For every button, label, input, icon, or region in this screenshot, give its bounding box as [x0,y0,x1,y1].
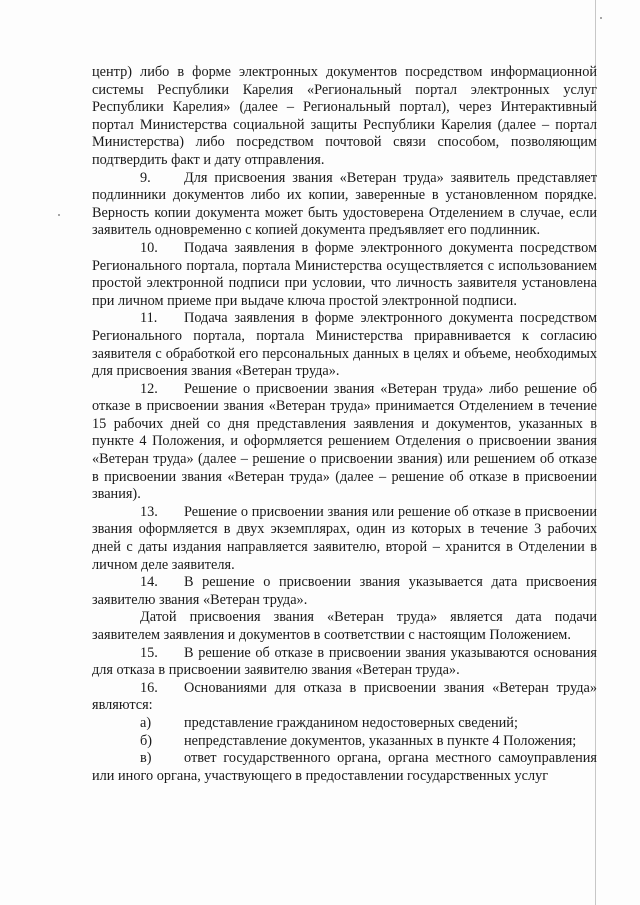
paragraph [92,574,597,609]
paragraph-number: 10. [140,239,158,256]
list-item [92,750,597,785]
scan-speck [58,214,60,216]
paragraph-number: 16. [140,679,158,696]
paragraph-number: 13. [140,503,158,520]
paragraph-text: Подача заявления в форме электронного документа посредством Регионального портала, портала Министерства приравнивается к согласию заявителя с обработкой его персональных данных в целях и объеме, необходимых для присвоения звания «Ветеран труда». [92,310,597,380]
scan-speck [600,17,602,19]
paragraph-text: центр) либо в форме электронных документов посредством информационной системы Республики Карелия «Региональный портал электронных услуг Республики Карелия» (далее – Региональный портал), через Интерактивный портал Министерства социальной защиты Республики Карелия (далее – портал Министерства) либо посредством почтовой связи способом, позволяющим подтвердить факт и дату отправления. [92,64,597,168]
paragraph [92,240,597,310]
list-item-text: ответ государственного органа, органа местного самоуправления или иного органа, участвующего в предоставлении государственных услуг [92,750,597,784]
paragraph-number: 11. [140,310,158,327]
paragraph-number: 12. [140,380,158,397]
list-item-label: а) [140,714,152,731]
paragraph-number: 14. [140,574,158,591]
paragraph-text: В решение об отказе в присвоении звания указываются основания для отказа в присвоении заявителю звания «Ветеран труда». [92,644,597,679]
paragraph [92,680,597,715]
paragraph [92,381,597,504]
paragraph-text: Основаниями для отказа в присвоении звания «Ветеран труда» являются: [92,679,597,714]
paragraph-number: 15. [140,644,158,661]
list-item-text: представление гражданином недостоверных сведений; [184,714,518,731]
list-item-text: непредставление документов, указанных в пункте 4 Положения; [184,732,577,749]
paragraph-text: Решение о присвоении звания «Ветеран труда» либо решение об отказе в присвоении звания «Ветеран труда» принимается Отделением в течение 15 рабочих дней со дня представления заявления и документов, указанных в пункте 4 Положения, и оформляется решением Отделения о присвоении звания «Ветеран труда» (далее – решение о присвоении звания) или решением об отказе в присвоении звания «Ветеран труда» (далее – решение об отказе в присвоении звания). [92,380,597,503]
paragraph-text: Решение о присвоении звания или решение об отказе в присвоении звания оформляется в двух экземплярах, один из которых в течение 3 рабочих дней с даты издания направляется заявителю, второй – хранится в Отделении в личном деле заявителя. [92,503,597,573]
list-item [92,733,597,751]
document-body [92,64,597,785]
paragraph-text: Датой присвоения звания «Ветеран труда» является дата подачи заявителем заявления и документов в соответствии с настоящим Положением. [92,609,597,643]
paragraph [92,504,597,574]
paragraph [92,645,597,680]
paragraph-number: 9. [140,169,151,186]
paragraph [92,310,597,380]
paragraph-text: В решение о присвоении звания указывается дата присвоения заявителю звания «Ветеран труда». [92,574,597,608]
paragraph-text: Подача заявления в форме электронного документа посредством Регионального портала, портала Министерства осуществляется с использованием простой электронной подписи при условии, что личность заявителя установлена при личном приеме при выдаче ключа простой электронной подписи. [92,239,597,309]
paragraph [92,170,597,240]
list-item [92,715,597,733]
list-item-label: в) [140,750,152,767]
paragraph [92,64,597,170]
paragraph-text: Для присвоения звания «Ветеран труда» заявитель представляет подлинники документов либо их копии, заверенные в установленном порядке. Верность копии документа может быть удостоверена Отделением в случае, если заявитель одновременно с копией документа предъявляет его подлинник. [92,169,597,239]
paragraph [92,609,597,644]
list-item-label: б) [140,732,153,749]
